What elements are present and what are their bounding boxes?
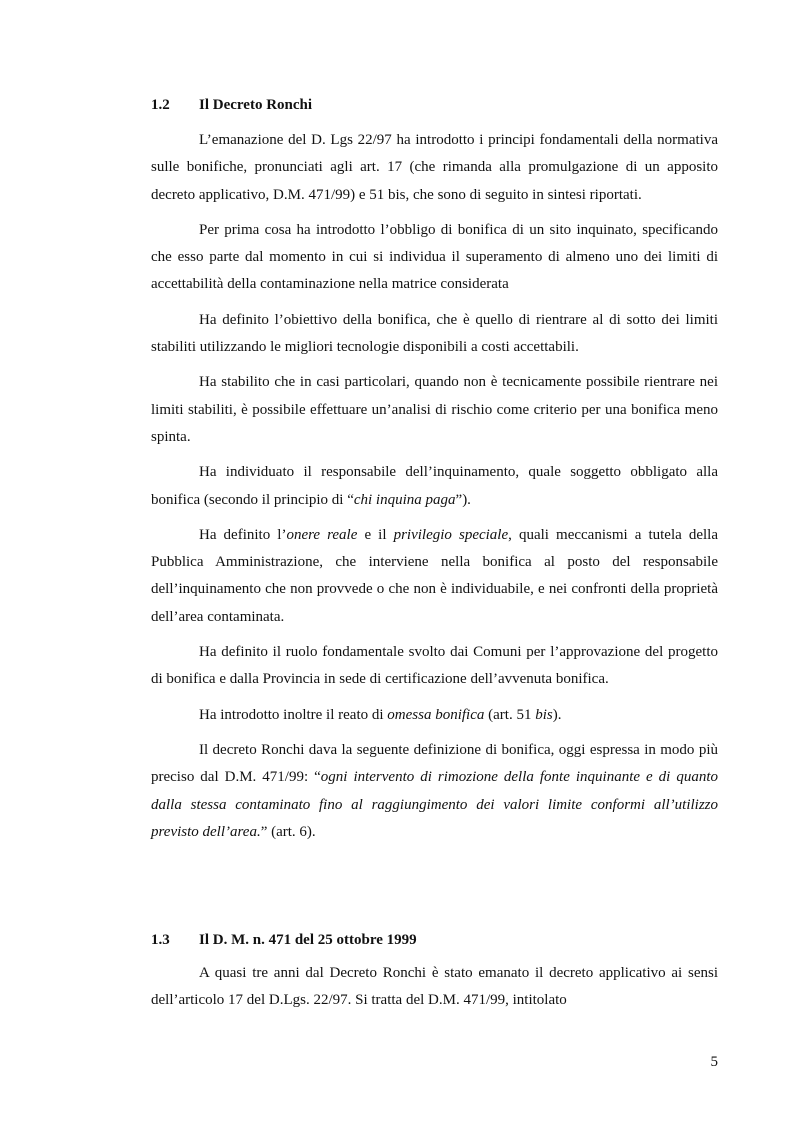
text-run: ”). — [455, 491, 471, 508]
paragraph: A quasi tre anni dal Decreto Ronchi è stato emanato il decreto applicativo ai sensi dell’articolo 17 del D.Lgs. 22/97. Si tratta del D.M. 471/99, intitolato — [151, 965, 718, 1009]
section-heading-1-3 — [151, 930, 417, 950]
text-run: (art. 51 — [484, 706, 536, 723]
section-number: 1.2 — [151, 97, 170, 113]
italic-phrase: privilegio speciale — [393, 526, 509, 543]
text-run: e il — [357, 526, 394, 543]
section-number: 1.3 — [151, 932, 170, 948]
section-heading-1-2 — [151, 95, 312, 115]
paragraph: Per prima cosa ha introdotto l’obbligo di bonifica di un sito inquinato, specificando che esso parte dal momento in cui si individua il superamento di almeno uno dei limiti di accettabilità della contaminazione nella matrice considerata — [151, 221, 718, 293]
text-run: Ha individuato il responsabile dell’inquinamento, quale soggetto obbligato alla bonifica (secondo il principio di “ — [151, 464, 718, 508]
paragraph — [151, 459, 718, 514]
paragraph: Ha definito il ruolo fondamentale svolto dai Comuni per l’approvazione del progetto di bonifica e dalla Provincia in sede di certificazione dell’avvenuta bonifica. — [151, 644, 718, 688]
paragraph: L’emanazione del D. Lgs 22/97 ha introdotto i principi fondamentali della normativa sulle bonifiche, pronunciati agli art. 17 (che rimanda alla promulgazione di un apposito decreto applicativo, D.M. 471/99) e 51 bis, che sono di seguito in sintesi riportati. — [151, 132, 718, 203]
section-body-1-3 — [151, 960, 718, 1015]
paragraph — [151, 737, 718, 846]
text-run: Ha introdotto inoltre il reato di — [199, 706, 388, 723]
paragraph: Ha definito l’obiettivo della bonifica, che è quello di rientrare al di sotto dei limiti stabiliti utilizzando le migliori tecnologie disponibili a costi accettabili. — [151, 311, 718, 356]
text-run: , quali meccanismi a tutela della Pubblica Amministrazione, che interviene nella bonifica al posto del responsabile dell’inquinamento che non provvede o che non è individuabile, e nei confronti della proprietà dell’area contaminata. — [151, 526, 718, 625]
paragraph — [151, 702, 718, 729]
text-run: ). — [552, 706, 562, 723]
text-run: Il decreto Ronchi dava la seguente definizione di bonifica, oggi espressa in modo più preciso dal D.M. 471/99: “ — [151, 741, 718, 786]
text-run: Ha definito l’ — [199, 526, 287, 543]
text-run: ” (art. 6). — [260, 823, 316, 840]
paragraph: Ha stabilito che in casi particolari, quando non è tecnicamente possibile rientrare nei limiti stabiliti, è possibile effettuare un’analisi di rischio come criterio per una bonifica meno spinta. — [151, 374, 718, 445]
italic-phrase: bis — [535, 706, 553, 723]
paragraph — [151, 522, 718, 631]
section-title: Il Decreto Ronchi — [199, 97, 313, 113]
italic-quote: ogni intervento di rimozione della fonte inquinante e di quanto dalla stessa contaminato fino al raggiungimento dei valori limite conformi all’utilizzo previsto dell’area. — [151, 769, 718, 840]
section-body-1-2 — [151, 127, 718, 846]
page-number: 5 — [710, 1054, 718, 1070]
italic-phrase: omessa bonifica — [387, 706, 485, 723]
section-title: Il D. M. n. 471 del 25 ottobre 1999 — [199, 932, 417, 948]
italic-phrase: chi inquina paga — [353, 491, 456, 508]
italic-phrase: onere reale — [286, 526, 358, 543]
